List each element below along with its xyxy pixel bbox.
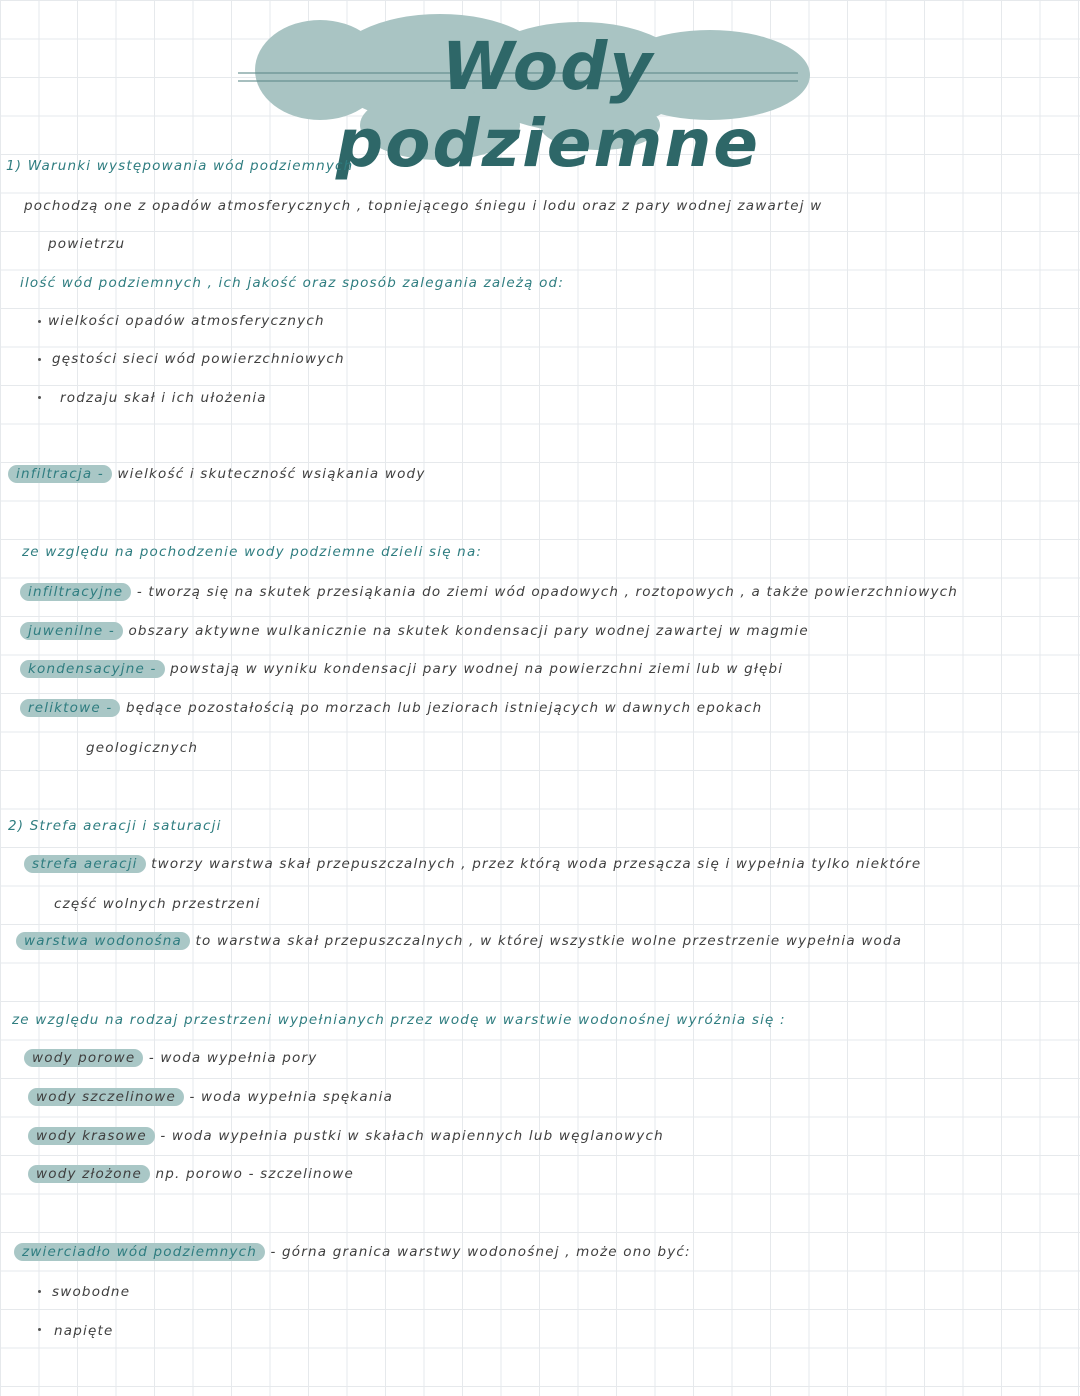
mirror-definition: - górna granica warstwy wodonośnej , może ono być:	[270, 1244, 691, 1260]
origin-item-continuation: geologicznych	[86, 740, 199, 756]
spaces-term: wody krasowe	[28, 1127, 155, 1145]
aeration-definition: tworzy warstwa skał przepuszczalnych , przez którą woda przesącza się i wypełnia tylko niektóre	[151, 856, 922, 872]
section1-para1-line1: pochodzą one z opadów atmosferycznych , topniejącego śniegu i lodu oraz z pary wodnej zawartej w	[24, 198, 823, 214]
origin-term: juwenilne -	[20, 622, 123, 640]
origin-term: infiltracyjne	[20, 583, 131, 601]
spaces-item	[28, 1089, 393, 1105]
infiltration-term: infiltracja -	[8, 465, 112, 483]
mirror-term: zwierciadło wód podziemnych	[14, 1243, 265, 1261]
aeration-term: strefa aeracji	[24, 855, 146, 873]
spaces-item	[28, 1166, 354, 1182]
section1-para1-line2: powietrzu	[48, 236, 126, 252]
origin-item	[20, 700, 762, 716]
mirror-row	[14, 1244, 691, 1260]
origin-item	[20, 584, 958, 600]
spaces-definition: - woda wypełnia pustki w skałach wapiennych lub węglanowych	[160, 1128, 664, 1144]
aquifer-definition: to warstwa skał przepuszczalnych , w której wszystkie wolne przestrzenie wypełnia woda	[195, 933, 903, 949]
bullet-dot	[38, 396, 41, 399]
section2-heading: 2) Strefa aeracji i saturacji	[8, 818, 222, 834]
section1-heading: 1) Warunki występowania wód podziemnych	[6, 158, 354, 174]
origin-definition: obszary aktywne wulkanicznie na skutek kondensacji pary wodnej zawartej w magmie	[128, 623, 809, 639]
aquifer-term: warstwa wodonośna	[16, 932, 190, 950]
spaces-item	[24, 1050, 317, 1066]
aquifer-row	[16, 933, 902, 949]
origin-item	[20, 623, 809, 639]
bullet-dot	[38, 320, 41, 323]
section1-para2: ilość wód podziemnych , ich jakość oraz sposób zalegania zależą od:	[20, 275, 565, 291]
spaces-definition: - woda wypełnia spękania	[189, 1089, 394, 1105]
origin-definition: powstają w wyniku kondensacji pary wodnej na powierzchni ziemi lub w głębi	[170, 661, 784, 677]
aeration-row	[24, 856, 921, 872]
origin-definition: - tworzą się na skutek przesiąkania do ziemi wód opadowych , roztopowych , a także powierzchniowych	[136, 584, 959, 600]
infiltration-definition: wielkość i skuteczność wsiąkania wody	[117, 466, 426, 482]
bullet-dot	[38, 1290, 41, 1293]
spaces-definition: np. porowo - szczelinowe	[155, 1166, 354, 1182]
origin-term: reliktowe -	[20, 699, 120, 717]
spaces-heading: ze względu na rodzaj przestrzeni wypełnianych przez wodę w warstwie wodonośnej wyróżnia się :	[12, 1012, 786, 1028]
origin-term: kondensacyjne -	[20, 660, 165, 678]
origin-definition: będące pozostałością po morzach lub jeziorach istniejących w dawnych epokach	[125, 700, 763, 716]
spaces-item	[28, 1128, 664, 1144]
page-title: Wody podziemne	[335, 28, 761, 182]
aeration-continuation: część wolnych przestrzeni	[54, 896, 261, 912]
spaces-term: wody złożone	[28, 1165, 150, 1183]
bullet-item: napięte	[54, 1323, 114, 1339]
bullet-item: rodzaju skał i ich ułożenia	[60, 390, 267, 406]
bullet-item: gęstości sieci wód powierzchniowych	[52, 351, 345, 367]
bullet-item: wielkości opadów atmosferycznych	[48, 313, 325, 329]
bullet-dot	[38, 358, 41, 361]
origin-heading: ze względu na pochodzenie wody podziemne dzieli się na:	[22, 544, 483, 560]
bullet-item: swobodne	[52, 1284, 131, 1300]
spaces-definition: - woda wypełnia pory	[148, 1050, 318, 1066]
spaces-term: wody szczelinowe	[28, 1088, 184, 1106]
bullet-dot	[38, 1328, 41, 1331]
infiltration-row	[8, 466, 426, 482]
spaces-term: wody porowe	[24, 1049, 143, 1067]
origin-item	[20, 661, 783, 677]
